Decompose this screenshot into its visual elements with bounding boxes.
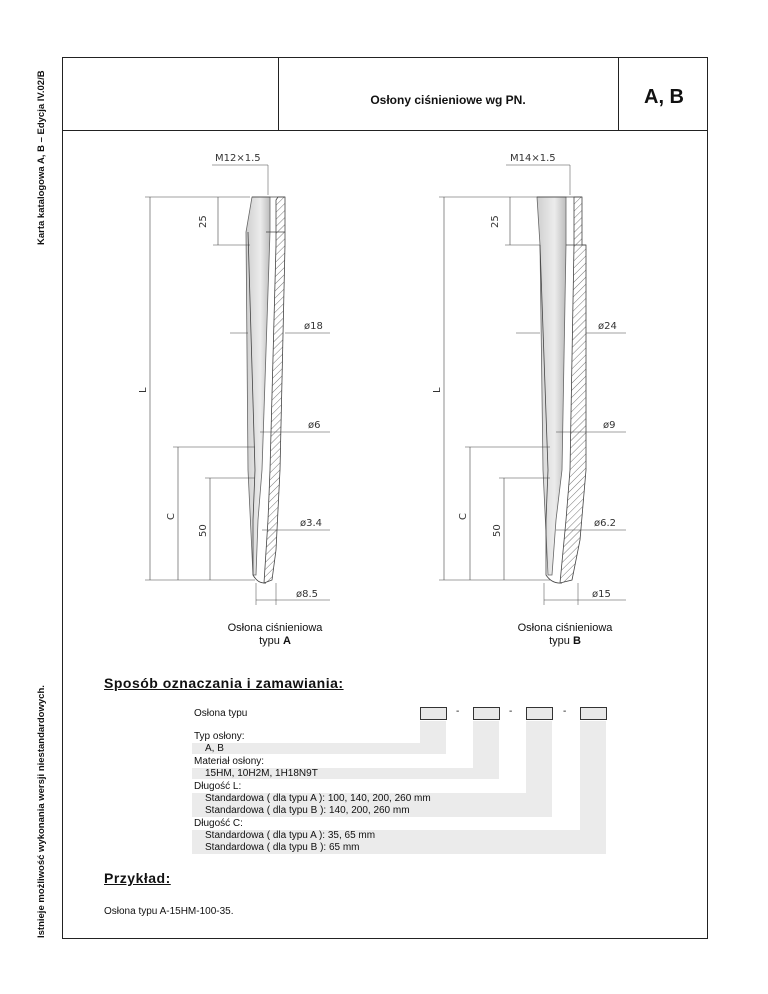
- code-box-material: [473, 707, 500, 720]
- bar-type: [192, 743, 446, 754]
- type-code: A, B: [644, 86, 684, 108]
- thread-label-b: M14×1.5: [510, 153, 556, 164]
- separator-2: -: [509, 706, 513, 717]
- connector-3: [526, 721, 552, 817]
- separator-3: -: [563, 706, 567, 717]
- example-heading: Przykład:: [104, 870, 171, 886]
- length-c-type-a: Standardowa ( dla typu A ): 35, 65 mm: [205, 830, 376, 841]
- length-l-type-b: Standardowa ( dla typu B ): 140, 200, 260 mm: [205, 805, 410, 816]
- thread-label-a: M12×1.5: [215, 153, 261, 164]
- dim-C-a: C: [166, 513, 177, 520]
- length-l-heading: Długość L:: [194, 781, 242, 792]
- dim-L-b: L: [432, 387, 443, 393]
- code-box-length-c: [580, 707, 607, 720]
- length-c-type-b: Standardowa ( dla typu B ): 65 mm: [205, 842, 360, 853]
- ordering-heading: Sposób oznaczania i zamawiania:: [104, 675, 344, 691]
- dim-50-a: 50: [198, 524, 209, 537]
- dim-25-a: 25: [198, 215, 209, 228]
- length-c-heading: Długość C:: [194, 818, 243, 829]
- dim-L-a: L: [138, 387, 149, 393]
- tip-outer-diameter-label-b: ø15: [592, 589, 611, 600]
- caption-b-line1: Osłona ciśnieniowa: [517, 622, 613, 634]
- caption-a-line2: typu A: [259, 635, 291, 647]
- caption-type-b: [490, 622, 640, 648]
- inner-diameter-label-b: ø9: [603, 420, 616, 431]
- length-l-type-a: Standardowa ( dla typu A ): 100, 140, 200, 260 mm: [205, 793, 431, 804]
- caption-b-type: B: [572, 635, 581, 647]
- example-text: Osłona typu A-15HM-100-35.: [104, 906, 234, 917]
- material-values: 15HM, 10H2M, 1H18N9T: [205, 768, 318, 779]
- type-heading: Typ osłony:: [194, 731, 245, 742]
- order-label: Osłona typu: [194, 708, 248, 719]
- drawing-type-b: [439, 165, 626, 605]
- caption-a-line1: Osłona ciśnieniowa: [227, 622, 323, 634]
- custom-versions-note: Istnieje możliwość wykonania wersji niestandardowych.: [36, 685, 47, 938]
- dim-25-b: 25: [490, 215, 501, 228]
- type-values: A, B: [205, 743, 224, 754]
- separator-1: -: [456, 706, 460, 717]
- dim-C-b: C: [458, 513, 469, 520]
- catalog-card-label: Karta katalogowa A, B – Edycja IV.02/B: [36, 70, 47, 245]
- tip-inner-diameter-label-b: ø6.2: [594, 518, 617, 529]
- tip-inner-diameter-label-a: ø3.4: [300, 518, 323, 529]
- caption-a-type: A: [282, 635, 291, 647]
- drawing-type-a: [145, 165, 330, 605]
- tip-outer-diameter-label-a: ø8.5: [296, 589, 319, 600]
- code-box-type: [420, 707, 447, 720]
- caption-type-a: [200, 622, 350, 648]
- connector-4: [580, 721, 606, 854]
- code-box-length-l: [526, 707, 553, 720]
- caption-b-line2: typu B: [549, 635, 581, 647]
- outer-diameter-label-b: ø24: [598, 321, 617, 332]
- material-heading: Materiał osłony:: [194, 756, 265, 767]
- inner-diameter-label-a: ø6: [308, 420, 321, 431]
- connector-2: [473, 721, 499, 779]
- page-title: Osłony ciśnieniowe wg PN.: [370, 93, 526, 107]
- connector-1: [420, 721, 446, 754]
- dim-50-b: 50: [492, 524, 503, 537]
- outer-diameter-label-a: ø18: [304, 321, 323, 332]
